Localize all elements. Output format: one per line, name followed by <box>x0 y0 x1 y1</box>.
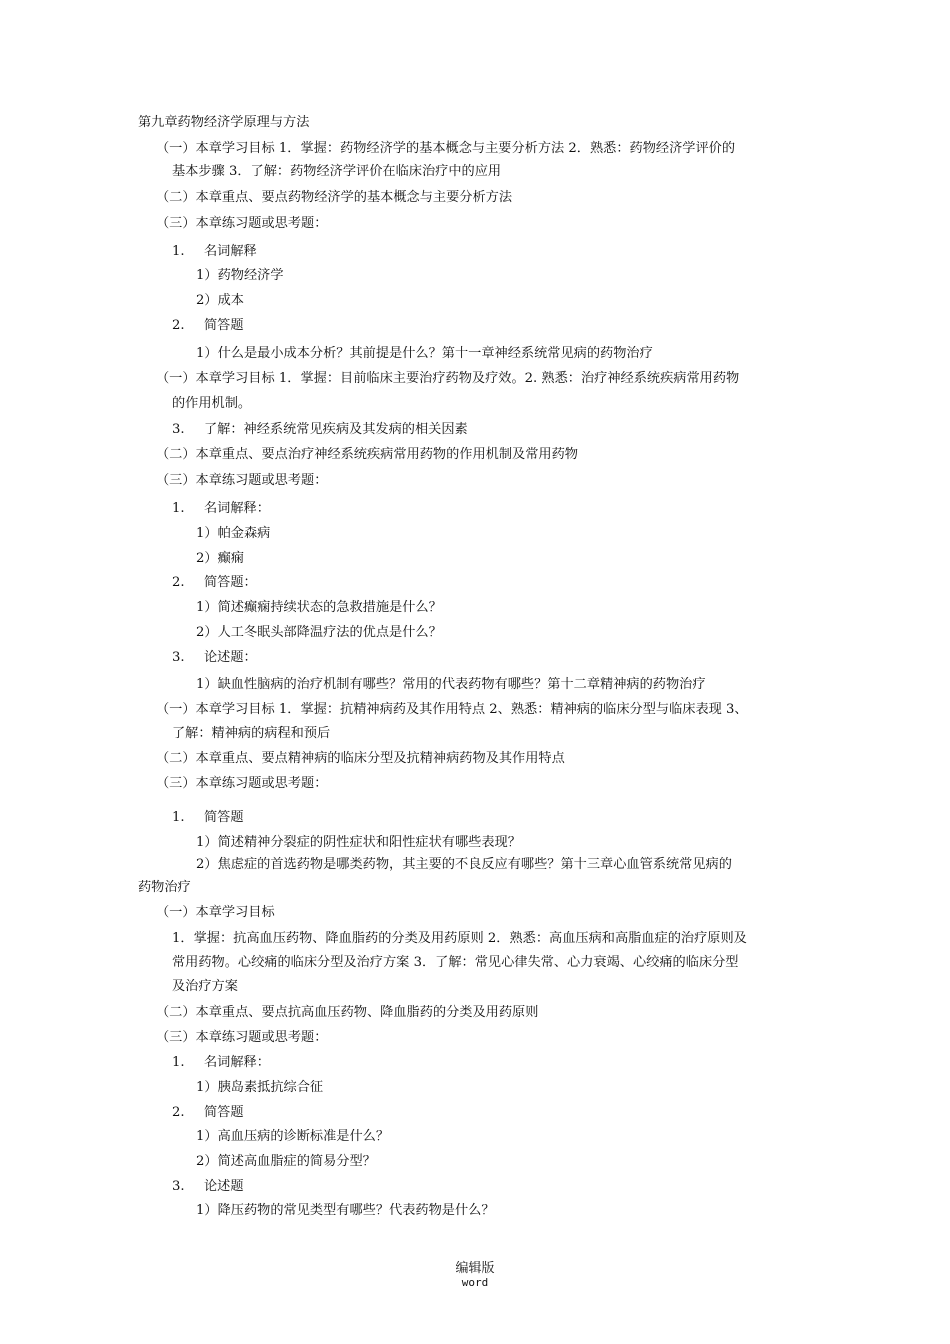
list-item <box>172 1054 270 1072</box>
list-item <box>172 809 244 827</box>
paragraph-line: 了解：精神病的病程和预后 <box>172 726 331 741</box>
item-text: 名词解释： <box>204 1055 270 1070</box>
sub-item: 2）焦虑症的首选药物是哪类药物，其主要的不良反应有哪些？第十三章心血管系统常见病的 <box>196 857 732 872</box>
paragraph-line: 基本步骤 3．了解：药物经济学评价在临床治疗中的应用 <box>172 164 502 179</box>
list-item <box>172 317 244 335</box>
paragraph-line: （一）本章学习目标 1．掌握：抗精神病药及其作用特点 2、熟悉：精神病的临床分型与临床表现 3、 <box>156 702 748 717</box>
item-text: 了解：神经系统常见疾病及其发病的相关因素 <box>204 422 468 437</box>
item-text: 名词解释： <box>204 501 270 516</box>
sub-item: 2）成本 <box>196 293 244 308</box>
paragraph-line: （三）本章练习题或思考题： <box>156 1030 328 1045</box>
paragraph-line: 及治疗方案 <box>172 979 238 994</box>
list-item <box>172 1178 244 1196</box>
item-text: 论述题： <box>204 650 257 665</box>
sub-item: 1）缺血性脑病的治疗机制有哪些？常用的代表药物有哪些？第十二章精神病的药物治疗 <box>196 677 706 692</box>
paragraph-line: 1．掌握：抗高血压药物、降血脂药的分类及用药原则 2．熟悉：高血压病和高脂血症的治疗原则及 <box>172 931 747 946</box>
item-text: 简答题 <box>204 810 244 825</box>
item-text: 论述题 <box>204 1179 244 1194</box>
paragraph-line: （二）本章重点、要点抗高血压药物、降血脂药的分类及用药原则 <box>156 1005 539 1020</box>
list-item <box>172 649 257 667</box>
paragraph-line: 的作用机制。 <box>172 396 252 411</box>
sub-item: 1）高血压病的诊断标准是什么？ <box>196 1129 390 1144</box>
paragraph-line: （三）本章练习题或思考题： <box>156 776 328 791</box>
sub-item: 1）什么是最小成本分析？其前提是什么？第十一章神经系统常见病的药物治疗 <box>196 346 653 361</box>
sub-item: 2）简述高血脂症的简易分型？ <box>196 1154 376 1169</box>
paragraph-line: （二）本章重点、要点药物经济学的基本概念与主要分析方法 <box>156 190 513 205</box>
list-item <box>172 421 468 439</box>
paragraph-line: （三）本章练习题或思考题： <box>156 216 328 231</box>
paragraph-line: 药物治疗 <box>138 880 191 895</box>
sub-item: 1）简述精神分裂症的阴性症状和阳性症状有哪些表现？ <box>196 835 521 850</box>
sub-item: 1）简述癫痫持续状态的急救措施是什么？ <box>196 600 442 615</box>
item-number: 3. <box>172 1179 185 1194</box>
list-item <box>172 1104 244 1122</box>
paragraph-line: （二）本章重点、要点精神病的临床分型及抗精神病药物及其作用特点 <box>156 751 565 766</box>
item-number: 1. <box>172 1055 185 1070</box>
paragraph-line: （三）本章练习题或思考题： <box>156 473 328 488</box>
item-text: 简答题 <box>204 1105 244 1120</box>
item-text: 简答题： <box>204 575 257 590</box>
paragraph-line: （一）本章学习目标 1．掌握：目前临床主要治疗药物及疗效。2. 熟悉：治疗神经系统疾病常用药物 <box>156 371 740 386</box>
sub-item: 1）降压药物的常见类型有哪些？代表药物是什么？ <box>196 1203 495 1218</box>
list-item <box>172 243 257 261</box>
item-number: 1. <box>172 501 185 516</box>
paragraph-line: （一）本章学习目标 <box>156 905 275 920</box>
item-number: 2. <box>172 575 185 590</box>
sub-item: 2）癫痫 <box>196 551 244 566</box>
item-number: 1. <box>172 810 185 825</box>
paragraph-line: （一）本章学习目标 1．掌握：药物经济学的基本概念与主要分析方法 2．熟悉：药物经济学评价的 <box>156 141 736 156</box>
item-number: 3. <box>172 650 185 665</box>
item-number: 3. <box>172 422 185 437</box>
item-number: 2. <box>172 318 185 333</box>
footer-label: 编辑版 <box>455 1261 495 1276</box>
chapter-title: 第九章药物经济学原理与方法 <box>138 115 310 130</box>
item-text: 名词解释 <box>204 244 257 259</box>
paragraph-line: 常用药物。心绞痛的临床分型及治疗方案 3．了解：常见心律失常、心力衰竭、心绞痛的临床分型 <box>172 955 739 970</box>
item-number: 2. <box>172 1105 185 1120</box>
item-number: 1. <box>172 244 185 259</box>
sub-item: 1）胰岛素抵抗综合征 <box>196 1080 324 1095</box>
list-item <box>172 574 257 592</box>
sub-item: 1）药物经济学 <box>196 268 284 283</box>
item-text: 简答题 <box>204 318 244 333</box>
sub-item: 1）帕金森病 <box>196 526 271 541</box>
paragraph-line: （二）本章重点、要点治疗神经系统疾病常用药物的作用机制及常用药物 <box>156 447 578 462</box>
sub-item: 2）人工冬眠头部降温疗法的优点是什么？ <box>196 625 442 640</box>
list-item <box>172 500 270 518</box>
footer-sublabel: word <box>461 1276 489 1289</box>
